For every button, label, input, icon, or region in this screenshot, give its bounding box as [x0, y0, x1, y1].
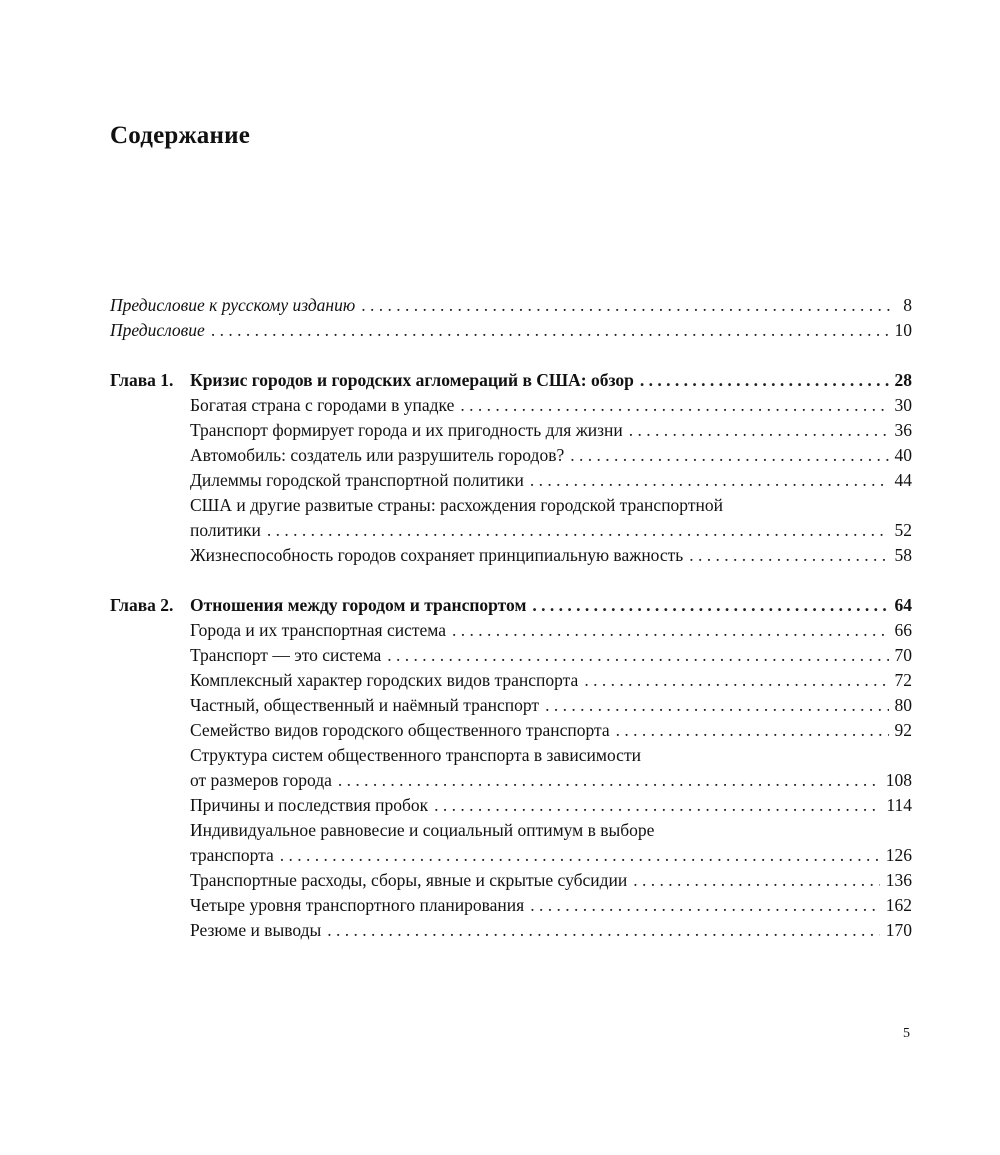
toc-section[interactable] [110, 718, 912, 743]
toc-chapter-2[interactable] [110, 593, 912, 618]
toc-entry-page: 80 [894, 695, 912, 715]
toc-entry-page: 8 [903, 295, 912, 315]
table-of-contents [110, 293, 912, 943]
toc-entry-label: Комплексный характер городских видов транспорта [190, 670, 579, 690]
dot-leader [338, 768, 880, 793]
dot-leader [267, 518, 889, 543]
toc-section[interactable] [110, 468, 912, 493]
dot-leader [545, 693, 888, 718]
toc-entry-label: Частный, общественный и наёмный транспорт [190, 695, 540, 715]
toc-section[interactable] [110, 768, 912, 793]
toc-entry-label: Транспорт — это система [190, 645, 382, 665]
chapter-number: Глава 2. [110, 595, 174, 615]
toc-entry-page: 52 [894, 520, 912, 540]
toc-entry-label: Жизнеспособность городов сохраняет принципиальную важность [190, 545, 684, 565]
toc-entry-label: Семейство видов городского общественного транспорта [190, 720, 610, 740]
toc-entry-page: 70 [894, 645, 912, 665]
toc-entry-label: от размеров города [190, 770, 332, 790]
toc-section[interactable] [110, 443, 912, 468]
dot-leader [570, 443, 888, 468]
toc-entry-page: 72 [894, 670, 912, 690]
toc-entry-page: 66 [894, 620, 912, 640]
dot-leader [616, 718, 889, 743]
toc-section[interactable] [110, 868, 912, 893]
toc-section[interactable] [110, 618, 912, 643]
toc-entry-label: Города и их транспортная система [190, 620, 446, 640]
dot-leader [452, 618, 889, 643]
toc-entry-page: 40 [894, 445, 912, 465]
toc-entry-preface-russian[interactable] [110, 293, 912, 318]
toc-entry-page: 28 [894, 370, 912, 390]
toc-entry-page: 64 [894, 595, 912, 615]
toc-entry-page: 114 [886, 795, 912, 815]
dot-leader [640, 368, 889, 393]
toc-chapter-1[interactable] [110, 368, 912, 393]
toc-entry-label: Причины и последствия пробок [190, 795, 429, 815]
toc-section[interactable] [110, 668, 912, 693]
toc-entry-page: 92 [894, 720, 912, 740]
dot-leader [633, 868, 879, 893]
toc-entry-page: 126 [885, 845, 912, 865]
toc-section[interactable] [110, 393, 912, 418]
toc-entry-label: Предисловие [110, 320, 205, 340]
dot-leader [434, 793, 880, 818]
toc-section[interactable] [110, 418, 912, 443]
toc-section[interactable] [110, 918, 912, 943]
toc-section[interactable] [110, 643, 912, 668]
dot-leader [530, 468, 889, 493]
toc-entry-page: 30 [894, 395, 912, 415]
toc-entry-page: 36 [894, 420, 912, 440]
chapter-number: Глава 1. [110, 370, 174, 390]
toc-section[interactable] [110, 893, 912, 918]
dot-leader [460, 393, 888, 418]
dot-leader [689, 543, 888, 568]
toc-section[interactable] [110, 543, 912, 568]
toc-section[interactable] [110, 793, 912, 818]
toc-entry-page: 170 [885, 920, 912, 940]
toc-entry-label: Резюме и выводы [190, 920, 322, 940]
chapter-title: Кризис городов и городских агломераций в США: обзор [190, 370, 634, 390]
dot-leader [532, 593, 888, 618]
toc-entry-page: 162 [885, 895, 912, 915]
toc-entry-label: Предисловие к русскому изданию [110, 295, 356, 315]
chapter-title: Отношения между городом и транспортом [190, 595, 527, 615]
dot-leader [327, 918, 879, 943]
toc-entry-page: 58 [894, 545, 912, 565]
dot-leader [387, 643, 888, 668]
toc-section[interactable] [110, 693, 912, 718]
toc-entry-label: транспорта [190, 845, 274, 865]
page-number: 5 [903, 1026, 910, 1041]
dot-leader [629, 418, 889, 443]
toc-entry-page: 10 [894, 320, 912, 340]
toc-section[interactable] [110, 843, 912, 868]
toc-entry-label: политики [190, 520, 261, 540]
dot-leader [280, 843, 880, 868]
toc-entry-preface[interactable] [110, 318, 912, 343]
dot-leader [361, 293, 892, 318]
toc-section-first-line[interactable]: Структура систем общественного транспорта в зависимости [190, 745, 641, 765]
toc-entry-page: 136 [885, 870, 912, 890]
toc-section-first-line[interactable]: США и другие развитые страны: расхождения городской транспортной [190, 495, 723, 515]
toc-entry-page: 44 [894, 470, 912, 490]
page-title: Содержание [110, 122, 251, 149]
dot-leader [584, 668, 888, 693]
toc-section[interactable] [110, 518, 912, 543]
toc-entry-label: Транспорт формирует города и их пригодность для жизни [190, 420, 623, 440]
toc-entry-page: 108 [885, 770, 912, 790]
toc-entry-label: Автомобиль: создатель или разрушитель городов? [190, 445, 565, 465]
toc-entry-label: Четыре уровня транспортного планирования [190, 895, 525, 915]
toc-entry-label: Дилеммы городской транспортной политики [190, 470, 524, 490]
toc-entry-label: Богатая страна с городами в упадке [190, 395, 455, 415]
dot-leader [211, 318, 889, 343]
toc-entry-label: Транспортные расходы, сборы, явные и скрытые субсидии [190, 870, 628, 890]
toc-section-first-line[interactable]: Индивидуальное равновесие и социальный оптимум в выборе [190, 820, 655, 840]
dot-leader [530, 893, 880, 918]
